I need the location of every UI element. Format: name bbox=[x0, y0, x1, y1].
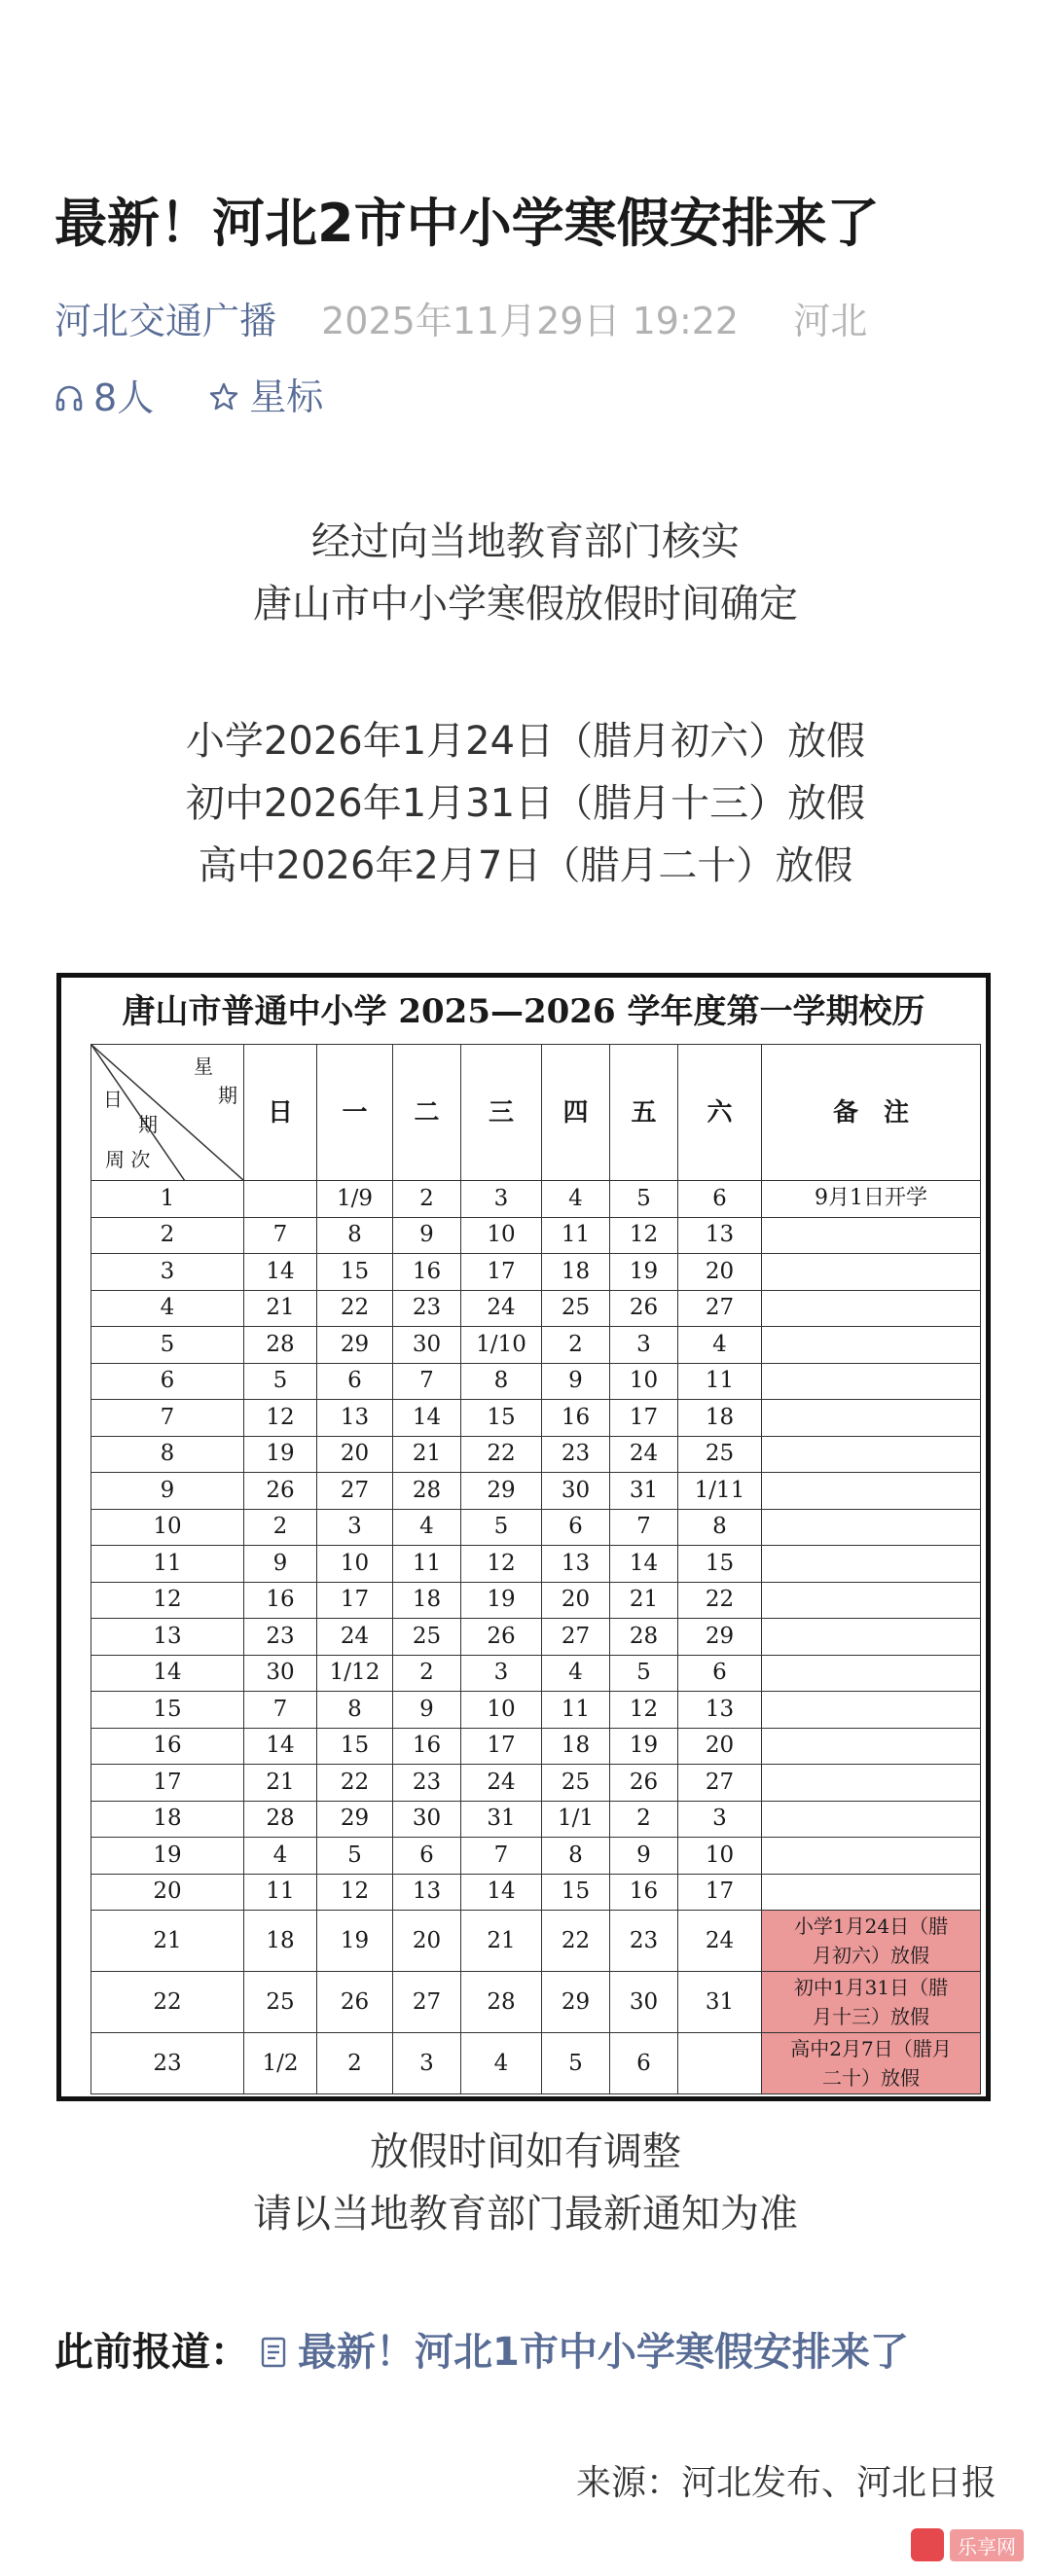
corner-label-period2: 期 bbox=[138, 1113, 158, 1136]
date-cell: 2 bbox=[317, 2033, 393, 2094]
date-cell: 26 bbox=[244, 1473, 317, 1510]
corner-label-period: 期 bbox=[218, 1084, 237, 1107]
remark-cell bbox=[762, 1473, 981, 1510]
weekday-header: 六 bbox=[678, 1045, 762, 1181]
week-number-cell: 23 bbox=[91, 2033, 244, 2094]
date-cell: 30 bbox=[393, 1327, 461, 1364]
date-cell: 21 bbox=[244, 1765, 317, 1802]
date-cell: 4 bbox=[461, 2033, 542, 2094]
date-cell: 20 bbox=[678, 1728, 762, 1765]
date-cell: 25 bbox=[542, 1290, 610, 1327]
date-cell bbox=[244, 1181, 317, 1218]
date-cell: 25 bbox=[244, 1972, 317, 2033]
calendar-week-row bbox=[91, 1509, 981, 1546]
holiday-date-line: 小学2026年1月24日（腊月初六）放假 bbox=[185, 719, 866, 764]
week-number-cell: 1 bbox=[91, 1181, 244, 1218]
date-cell: 30 bbox=[542, 1473, 610, 1510]
article-source: 来源：河北发布、河北日报 bbox=[575, 2463, 997, 2503]
date-cell: 6 bbox=[393, 1838, 461, 1875]
remark-cell bbox=[762, 1874, 981, 1911]
date-cell: 14 bbox=[393, 1400, 461, 1437]
week-number-cell: 5 bbox=[91, 1327, 244, 1364]
calendar-week-row bbox=[91, 1801, 981, 1838]
date-cell: 21 bbox=[393, 1436, 461, 1473]
date-cell: 12 bbox=[317, 1874, 393, 1911]
holiday-remark-line: 二十）放假 bbox=[822, 2066, 920, 2090]
week-number-cell: 14 bbox=[91, 1655, 244, 1692]
date-cell: 16 bbox=[393, 1254, 461, 1291]
lead-paragraph bbox=[0, 511, 1051, 635]
date-cell: 4 bbox=[393, 1509, 461, 1546]
date-cell: 20 bbox=[393, 1911, 461, 1972]
date-cell: 4 bbox=[244, 1838, 317, 1875]
date-cell: 27 bbox=[317, 1473, 393, 1510]
date-cell: 23 bbox=[393, 1290, 461, 1327]
date-cell: 28 bbox=[461, 1972, 542, 2033]
calendar-body bbox=[91, 1181, 981, 2094]
calendar-table bbox=[91, 1044, 981, 2094]
date-cell: 12 bbox=[610, 1217, 678, 1254]
date-cell: 29 bbox=[317, 1801, 393, 1838]
week-number-cell: 11 bbox=[91, 1546, 244, 1583]
date-cell: 21 bbox=[461, 1911, 542, 1972]
holiday-date-line: 初中2026年1月31日（腊月十三）放假 bbox=[185, 781, 866, 826]
corner-label-week: 星 bbox=[194, 1055, 213, 1078]
week-number-cell: 20 bbox=[91, 1874, 244, 1911]
previous-report-link[interactable] bbox=[259, 2323, 909, 2381]
week-number-cell: 21 bbox=[91, 1911, 244, 1972]
listen-count-label: 8人 bbox=[93, 376, 155, 419]
previous-report-title: 最新！河北1市中小学寒假安排来了 bbox=[298, 2330, 909, 2375]
week-number-cell: 15 bbox=[91, 1692, 244, 1729]
week-number-cell: 3 bbox=[91, 1254, 244, 1291]
corner-label-weekno: 周 次 bbox=[105, 1148, 151, 1171]
notice-paragraph bbox=[0, 2121, 1051, 2245]
date-cell: 9 bbox=[393, 1692, 461, 1729]
previous-report-label: 此前报道： bbox=[54, 2330, 249, 2375]
date-cell: 7 bbox=[393, 1363, 461, 1400]
calendar-week-row bbox=[91, 1972, 981, 2033]
date-cell: 6 bbox=[678, 1655, 762, 1692]
article-meta bbox=[54, 292, 867, 350]
date-cell: 1/2 bbox=[244, 2033, 317, 2094]
holiday-remark-cell bbox=[762, 1972, 981, 2033]
date-cell: 11 bbox=[678, 1363, 762, 1400]
date-cell: 29 bbox=[542, 1972, 610, 2033]
week-number-cell: 22 bbox=[91, 1972, 244, 2033]
date-cell: 30 bbox=[610, 1972, 678, 2033]
date-cell: 3 bbox=[393, 2033, 461, 2094]
calendar-week-row bbox=[91, 1473, 981, 1510]
date-cell: 7 bbox=[461, 1838, 542, 1875]
date-cell: 8 bbox=[678, 1509, 762, 1546]
date-cell: 24 bbox=[610, 1436, 678, 1473]
date-cell: 5 bbox=[610, 1181, 678, 1218]
date-cell: 1/11 bbox=[678, 1473, 762, 1510]
remark-cell bbox=[762, 1363, 981, 1400]
date-cell: 7 bbox=[610, 1509, 678, 1546]
calendar-week-row bbox=[91, 1254, 981, 1291]
date-cell: 10 bbox=[678, 1838, 762, 1875]
calendar-week-row bbox=[91, 1874, 981, 1911]
week-number-cell: 2 bbox=[91, 1217, 244, 1254]
date-cell: 11 bbox=[542, 1217, 610, 1254]
date-cell: 13 bbox=[678, 1692, 762, 1729]
date-cell: 13 bbox=[678, 1217, 762, 1254]
date-cell: 15 bbox=[461, 1400, 542, 1437]
remark-cell bbox=[762, 1290, 981, 1327]
school-calendar-image bbox=[56, 973, 991, 2101]
date-cell: 11 bbox=[393, 1546, 461, 1583]
date-cell: 5 bbox=[317, 1838, 393, 1875]
holiday-remark-line: 高中2月7日（腊月 bbox=[790, 2037, 952, 2060]
date-cell: 20 bbox=[317, 1436, 393, 1473]
date-cell: 29 bbox=[678, 1619, 762, 1656]
date-cell: 5 bbox=[610, 1655, 678, 1692]
date-cell: 16 bbox=[610, 1874, 678, 1911]
star-icon bbox=[208, 381, 239, 412]
date-cell: 25 bbox=[542, 1765, 610, 1802]
date-cell: 14 bbox=[610, 1546, 678, 1583]
date-cell: 22 bbox=[461, 1436, 542, 1473]
weekday-header: 四 bbox=[542, 1045, 610, 1181]
headphones-icon bbox=[54, 383, 84, 412]
date-cell: 31 bbox=[678, 1972, 762, 2033]
calendar-week-row bbox=[91, 1655, 981, 1692]
calendar-week-row bbox=[91, 1765, 981, 1802]
date-cell: 22 bbox=[542, 1911, 610, 1972]
week-number-cell: 8 bbox=[91, 1436, 244, 1473]
date-cell: 18 bbox=[678, 1400, 762, 1437]
date-cell: 28 bbox=[244, 1327, 317, 1364]
date-cell: 19 bbox=[317, 1911, 393, 1972]
date-cell: 8 bbox=[317, 1217, 393, 1254]
date-cell: 14 bbox=[244, 1728, 317, 1765]
date-cell: 26 bbox=[461, 1619, 542, 1656]
lead-line: 唐山市中小学寒假放假时间确定 bbox=[253, 582, 798, 626]
watermark-text: 乐享网 bbox=[950, 2529, 1024, 2561]
date-cell: 20 bbox=[678, 1254, 762, 1291]
date-cell: 5 bbox=[542, 2033, 610, 2094]
date-cell: 18 bbox=[542, 1254, 610, 1291]
date-cell: 9 bbox=[610, 1838, 678, 1875]
date-cell: 7 bbox=[244, 1217, 317, 1254]
holiday-date-line: 高中2026年2月7日（腊月二十）放假 bbox=[198, 843, 853, 888]
date-cell: 28 bbox=[393, 1473, 461, 1510]
date-cell: 23 bbox=[542, 1436, 610, 1473]
week-number-cell: 18 bbox=[91, 1801, 244, 1838]
date-cell: 3 bbox=[678, 1801, 762, 1838]
week-number-cell: 12 bbox=[91, 1582, 244, 1619]
date-cell: 22 bbox=[678, 1582, 762, 1619]
notice-line: 请以当地教育部门最新通知为准 bbox=[253, 2192, 798, 2236]
date-cell: 4 bbox=[678, 1327, 762, 1364]
date-cell: 26 bbox=[610, 1765, 678, 1802]
date-cell: 2 bbox=[393, 1655, 461, 1692]
date-cell: 19 bbox=[461, 1582, 542, 1619]
weekday-header: 日 bbox=[244, 1045, 317, 1181]
calendar-week-row bbox=[91, 2033, 981, 2094]
listen-count[interactable] bbox=[54, 369, 154, 427]
date-cell: 24 bbox=[678, 1911, 762, 1972]
week-number-cell: 10 bbox=[91, 1509, 244, 1546]
date-cell: 7 bbox=[244, 1692, 317, 1729]
week-number-cell: 13 bbox=[91, 1619, 244, 1656]
date-cell: 6 bbox=[678, 1181, 762, 1218]
date-cell: 16 bbox=[244, 1582, 317, 1619]
calendar-week-row bbox=[91, 1838, 981, 1875]
calendar-week-row bbox=[91, 1327, 981, 1364]
calendar-header-row bbox=[91, 1045, 981, 1181]
date-cell: 27 bbox=[678, 1290, 762, 1327]
remark-cell bbox=[762, 1327, 981, 1364]
date-cell: 18 bbox=[542, 1728, 610, 1765]
article-icon bbox=[259, 2336, 288, 2369]
date-cell: 24 bbox=[461, 1765, 542, 1802]
date-cell: 31 bbox=[610, 1473, 678, 1510]
date-cell: 6 bbox=[317, 1363, 393, 1400]
remark-cell bbox=[762, 1692, 981, 1729]
date-cell: 19 bbox=[610, 1728, 678, 1765]
remark-cell bbox=[762, 1582, 981, 1619]
date-cell: 3 bbox=[317, 1509, 393, 1546]
date-cell: 15 bbox=[678, 1546, 762, 1583]
weekday-header: 三 bbox=[461, 1045, 542, 1181]
date-cell: 23 bbox=[244, 1619, 317, 1656]
date-cell: 1/12 bbox=[317, 1655, 393, 1692]
date-cell: 24 bbox=[461, 1290, 542, 1327]
date-cell: 2 bbox=[542, 1327, 610, 1364]
date-cell: 18 bbox=[244, 1911, 317, 1972]
date-cell: 5 bbox=[244, 1363, 317, 1400]
date-cell: 23 bbox=[393, 1765, 461, 1802]
date-cell: 22 bbox=[317, 1290, 393, 1327]
date-cell: 16 bbox=[393, 1728, 461, 1765]
calendar-week-row bbox=[91, 1582, 981, 1619]
date-cell: 16 bbox=[542, 1400, 610, 1437]
remark-cell bbox=[762, 1400, 981, 1437]
date-cell: 29 bbox=[317, 1327, 393, 1364]
holiday-remark-line: 初中1月31日（腊 bbox=[793, 1976, 949, 1999]
remark-cell bbox=[762, 1509, 981, 1546]
remark-cell bbox=[762, 1838, 981, 1875]
date-cell: 17 bbox=[461, 1728, 542, 1765]
date-cell: 23 bbox=[610, 1911, 678, 1972]
date-cell: 14 bbox=[461, 1874, 542, 1911]
remark-cell bbox=[762, 1655, 981, 1692]
date-cell: 2 bbox=[244, 1509, 317, 1546]
holiday-remark-cell bbox=[762, 1911, 981, 1972]
date-cell: 12 bbox=[610, 1692, 678, 1729]
date-cell: 11 bbox=[542, 1692, 610, 1729]
star-button[interactable] bbox=[208, 368, 323, 426]
date-cell: 13 bbox=[393, 1874, 461, 1911]
date-cell: 25 bbox=[678, 1436, 762, 1473]
remark-cell bbox=[762, 1546, 981, 1583]
watermark bbox=[911, 2525, 1024, 2564]
date-cell: 4 bbox=[542, 1655, 610, 1692]
corner-header bbox=[91, 1045, 244, 1181]
date-cell: 30 bbox=[244, 1655, 317, 1692]
date-cell: 9 bbox=[244, 1546, 317, 1583]
date-cell: 17 bbox=[317, 1582, 393, 1619]
date-cell: 19 bbox=[244, 1436, 317, 1473]
date-cell: 18 bbox=[393, 1582, 461, 1619]
date-cell: 17 bbox=[678, 1874, 762, 1911]
date-cell: 29 bbox=[461, 1473, 542, 1510]
date-cell: 20 bbox=[542, 1582, 610, 1619]
star-label: 星标 bbox=[249, 376, 324, 418]
date-cell: 4 bbox=[542, 1181, 610, 1218]
date-cell: 2 bbox=[610, 1801, 678, 1838]
date-cell: 25 bbox=[393, 1619, 461, 1656]
remark-cell: 9月1日开学 bbox=[762, 1181, 981, 1218]
date-cell: 6 bbox=[542, 1509, 610, 1546]
date-cell: 12 bbox=[244, 1400, 317, 1437]
date-cell: 19 bbox=[610, 1254, 678, 1291]
weekday-header: 五 bbox=[610, 1045, 678, 1181]
date-cell: 11 bbox=[244, 1874, 317, 1911]
date-cell: 15 bbox=[542, 1874, 610, 1911]
holiday-remark-line: 月十三）放假 bbox=[813, 2005, 929, 2028]
date-cell: 31 bbox=[461, 1801, 542, 1838]
date-cell: 1/10 bbox=[461, 1327, 542, 1364]
date-cell: 27 bbox=[678, 1765, 762, 1802]
date-cell: 28 bbox=[610, 1619, 678, 1656]
calendar-week-row bbox=[91, 1728, 981, 1765]
calendar-week-row bbox=[91, 1400, 981, 1437]
date-cell: 24 bbox=[317, 1619, 393, 1656]
calendar-week-row bbox=[91, 1436, 981, 1473]
article-title: 最新！河北2市中小学寒假安排来了 bbox=[54, 193, 880, 254]
holiday-dates bbox=[0, 710, 1051, 897]
remark-cell bbox=[762, 1765, 981, 1802]
week-number-cell: 17 bbox=[91, 1765, 244, 1802]
remark-cell bbox=[762, 1217, 981, 1254]
date-cell: 2 bbox=[393, 1181, 461, 1218]
date-cell: 8 bbox=[317, 1692, 393, 1729]
date-cell: 1/9 bbox=[317, 1181, 393, 1218]
watermark-logo-icon bbox=[911, 2528, 944, 2561]
week-number-cell: 7 bbox=[91, 1400, 244, 1437]
weekday-header: 一 bbox=[317, 1045, 393, 1181]
calendar-week-row bbox=[91, 1181, 981, 1218]
calendar-week-row bbox=[91, 1290, 981, 1327]
date-cell: 27 bbox=[393, 1972, 461, 2033]
previous-report bbox=[54, 2323, 909, 2381]
date-cell: 14 bbox=[244, 1254, 317, 1291]
date-cell: 15 bbox=[317, 1254, 393, 1291]
calendar-week-row bbox=[91, 1217, 981, 1254]
week-number-cell: 6 bbox=[91, 1363, 244, 1400]
remark-cell bbox=[762, 1801, 981, 1838]
date-cell: 17 bbox=[461, 1254, 542, 1291]
holiday-remark-line: 月初六）放假 bbox=[813, 1944, 929, 1967]
date-cell: 3 bbox=[461, 1655, 542, 1692]
date-cell: 5 bbox=[461, 1509, 542, 1546]
date-cell: 3 bbox=[610, 1327, 678, 1364]
account-name-link[interactable]: 河北交通广播 bbox=[54, 300, 277, 342]
corner-label-day: 日 bbox=[103, 1088, 123, 1111]
date-cell: 1/1 bbox=[542, 1801, 610, 1838]
date-cell: 6 bbox=[610, 2033, 678, 2094]
date-cell: 26 bbox=[610, 1290, 678, 1327]
week-number-cell: 16 bbox=[91, 1728, 244, 1765]
week-number-cell: 19 bbox=[91, 1838, 244, 1875]
remark-cell bbox=[762, 1254, 981, 1291]
date-cell: 10 bbox=[461, 1217, 542, 1254]
calendar-title: 唐山市普通中小学 2025—2026 学年度第一学期校历 bbox=[122, 992, 925, 1031]
date-cell: 13 bbox=[317, 1400, 393, 1437]
notice-line: 放假时间如有调整 bbox=[370, 2129, 681, 2174]
date-cell: 22 bbox=[317, 1765, 393, 1802]
remark-header: 备 注 bbox=[762, 1045, 981, 1181]
date-cell bbox=[678, 2033, 762, 2094]
date-cell: 10 bbox=[317, 1546, 393, 1583]
publish-location: 河北 bbox=[793, 300, 868, 342]
publish-datetime: 2025年11月29日 19:22 bbox=[321, 300, 740, 342]
date-cell: 21 bbox=[244, 1290, 317, 1327]
calendar-week-row bbox=[91, 1546, 981, 1583]
week-number-cell: 9 bbox=[91, 1473, 244, 1510]
date-cell: 12 bbox=[461, 1546, 542, 1583]
date-cell: 28 bbox=[244, 1801, 317, 1838]
remark-cell bbox=[762, 1728, 981, 1765]
date-cell: 30 bbox=[393, 1801, 461, 1838]
date-cell: 10 bbox=[461, 1692, 542, 1729]
date-cell: 21 bbox=[610, 1582, 678, 1619]
remark-cell bbox=[762, 1619, 981, 1656]
calendar-week-row bbox=[91, 1363, 981, 1400]
lead-line: 经过向当地教育部门核实 bbox=[311, 519, 740, 564]
date-cell: 3 bbox=[461, 1181, 542, 1218]
remark-cell bbox=[762, 1436, 981, 1473]
calendar-week-row bbox=[91, 1692, 981, 1729]
date-cell: 9 bbox=[542, 1363, 610, 1400]
holiday-remark-line: 小学1月24日（腊 bbox=[793, 1914, 949, 1938]
holiday-remark-cell bbox=[762, 2033, 981, 2094]
date-cell: 8 bbox=[542, 1838, 610, 1875]
calendar-week-row bbox=[91, 1619, 981, 1656]
date-cell: 13 bbox=[542, 1546, 610, 1583]
date-cell: 27 bbox=[542, 1619, 610, 1656]
date-cell: 26 bbox=[317, 1972, 393, 2033]
article-stats bbox=[54, 368, 366, 426]
date-cell: 10 bbox=[610, 1363, 678, 1400]
weekday-header: 二 bbox=[393, 1045, 461, 1181]
date-cell: 17 bbox=[610, 1400, 678, 1437]
date-cell: 15 bbox=[317, 1728, 393, 1765]
date-cell: 9 bbox=[393, 1217, 461, 1254]
week-number-cell: 4 bbox=[91, 1290, 244, 1327]
calendar-week-row bbox=[91, 1911, 981, 1972]
date-cell: 8 bbox=[461, 1363, 542, 1400]
